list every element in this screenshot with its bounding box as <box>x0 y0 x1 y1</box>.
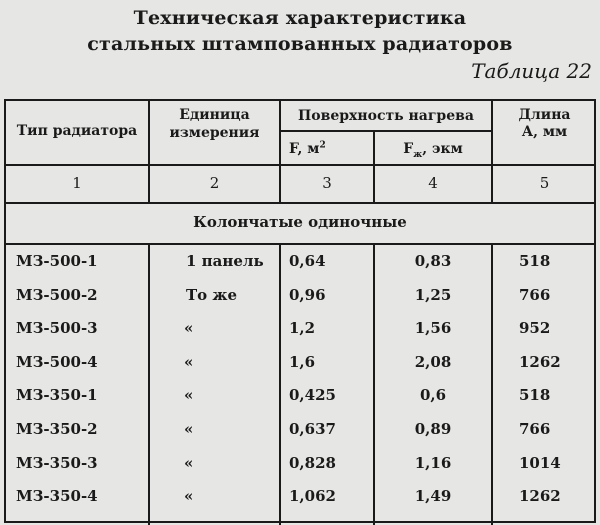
cell-length: 766 <box>519 285 551 304</box>
cell-fzh: 1,49 <box>414 487 452 506</box>
cell-length: 518 <box>519 386 551 405</box>
cell-unit: 1 панель <box>186 252 264 270</box>
cell-unit: « <box>184 352 194 371</box>
cell-f: 0,64 <box>289 252 326 270</box>
header-unit-line1: Единица <box>179 107 250 123</box>
cell-fzh: 1,16 <box>414 453 452 472</box>
cell-type: МЗ-500-4 <box>16 352 98 371</box>
cell-unit: « <box>184 487 194 506</box>
cell-fzh: 0,89 <box>414 420 452 438</box>
header-unit-line2: измерения <box>169 125 260 141</box>
cell-f: 1,6 <box>289 352 316 371</box>
cell-fzh: 1,25 <box>414 285 452 304</box>
table-number: Таблица 22 <box>471 59 592 83</box>
cell-length: 1262 <box>519 487 561 506</box>
header-fzh-label: F <box>403 141 414 157</box>
cell-f: 0,96 <box>289 285 326 304</box>
header-length-line1: Длина <box>518 107 571 123</box>
cell-unit: То же <box>186 285 238 304</box>
column-number-1: 1 <box>72 174 82 192</box>
cell-unit: « <box>184 319 194 338</box>
col-divider-4-body <box>491 243 493 525</box>
cell-fzh: 2,08 <box>414 352 452 371</box>
header-bottom-line <box>6 164 594 166</box>
group-bottom-line <box>6 243 594 245</box>
colnum-bottom-line <box>6 202 594 204</box>
cell-fzh: 0,83 <box>414 252 452 270</box>
col-divider-1-body <box>148 243 150 525</box>
header-type: Тип радиатора <box>16 123 138 139</box>
cell-type: МЗ-350-3 <box>16 453 98 472</box>
table-title-line2: стальных штампованных радиаторов <box>87 33 513 55</box>
radiator-spec-table <box>4 99 596 523</box>
column-number-5: 5 <box>539 174 550 192</box>
cell-type: МЗ-500-1 <box>16 252 98 270</box>
cell-length: 1262 <box>519 352 561 371</box>
header-f-sup: 2 <box>319 140 326 151</box>
column-number-2: 2 <box>209 174 220 192</box>
cell-f: 0,828 <box>289 453 336 472</box>
group-title: Колончатые одиночные <box>193 213 407 231</box>
header-fzh <box>375 141 491 160</box>
cell-type: МЗ-500-3 <box>16 319 98 338</box>
cell-type: МЗ-350-1 <box>16 386 98 405</box>
header-length-line2: А, мм <box>521 124 568 140</box>
header-split-line <box>279 130 491 132</box>
column-number-4: 4 <box>428 174 438 192</box>
header-f-label: F, м <box>289 141 320 157</box>
column-number-3: 3 <box>322 174 332 192</box>
cell-fzh: 0,6 <box>419 386 447 405</box>
cell-length: 766 <box>519 420 551 438</box>
header-fzh-sub: ж <box>413 149 423 160</box>
cell-type: МЗ-350-4 <box>16 487 98 506</box>
cell-f: 0,637 <box>289 420 336 438</box>
table-title-line1: Техническая характеристика <box>133 7 467 29</box>
header-fzh-unit: , экм <box>422 141 463 157</box>
cell-type: МЗ-500-2 <box>16 285 98 304</box>
header-f <box>281 141 373 157</box>
cell-unit: « <box>184 420 194 438</box>
cell-unit: « <box>184 453 194 472</box>
cell-f: 0,425 <box>289 386 336 405</box>
cell-type: МЗ-350-2 <box>16 420 98 438</box>
header-surface: Поверхность нагрева <box>298 108 474 124</box>
cell-length: 1014 <box>519 453 561 472</box>
cell-f: 1,2 <box>289 319 316 338</box>
cell-length: 518 <box>519 252 551 270</box>
cell-f: 1,062 <box>289 487 336 506</box>
cell-unit: « <box>184 386 194 405</box>
cell-fzh: 1,56 <box>414 319 452 338</box>
cell-length: 952 <box>519 319 551 338</box>
